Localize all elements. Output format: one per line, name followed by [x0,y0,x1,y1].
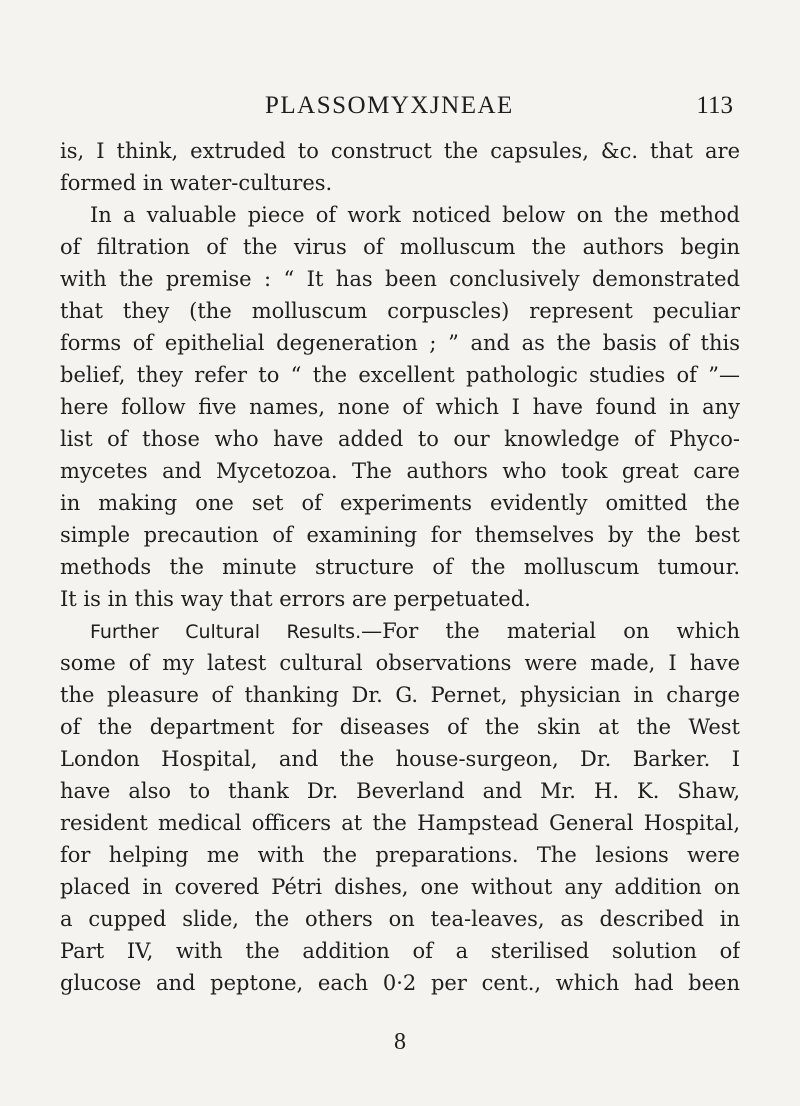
text-line-20: London Hospital, and the house-surgeon, Dr. Barker. I [60,747,740,771]
text-line-23: for helping me with the preparations. The lesions were [60,843,740,867]
text-line-26: Part IV, with the addition of a sterilised solution of [60,939,740,963]
text-line-14: methods the minute structure of the molluscum tumour. [60,555,740,579]
text-line-8: belief, they refer to “ the excellent pathologic studies of ”— [60,363,740,387]
text-line-16 [60,615,740,647]
text-line-27: glucose and peptone, each 0·2 per cent., which had been [60,971,740,995]
text-line-10: list of those who have added to our knowledge of Phyco- [60,427,740,451]
body-text [60,135,740,999]
text-line-17: some of my latest cultural observations were made, I have [60,651,740,675]
section-heading: Further Cultural Results. [90,621,362,643]
text-line-12: in making one set of experiments evidently omitted the [60,491,740,515]
page-number: 113 [696,92,733,119]
signature-mark: 8 [394,1029,406,1055]
page-header [60,92,740,126]
text-line-19: of the department for diseases of the skin at the West [60,715,740,739]
text-line-3: In a valuable piece of work noticed below on the method [90,203,740,227]
text-line-11: mycetes and Mycetozoa. The authors who took great care [60,459,740,483]
text-line-4: of filtration of the virus of molluscum the authors begin [60,235,740,259]
running-head: PLASSOMYXJNEAE [265,92,514,119]
text-line-13: simple precaution of examining for themselves by the best [60,523,740,547]
text-line-6: that they (the molluscum corpuscles) represent peculiar [60,299,740,323]
text-line-25: a cupped slide, the others on tea-leaves, as described in [60,907,740,931]
text-line-18: the pleasure of thanking Dr. G. Pernet, physician in charge [60,683,740,707]
text-line-7: forms of epithelial degeneration ; ” and as the basis of this [60,331,740,355]
text-line-1: is, I think, extruded to construct the capsules, &c. that are [60,139,740,163]
text-line-9: here follow five names, none of which I have found in any [60,395,740,419]
text-line-5: with the premise : “ It has been conclusively demonstrated [60,267,740,291]
text-line-22: resident medical officers at the Hampstead General Hospital, [60,811,740,835]
text-line-24: placed in covered Pétri dishes, one without any addition on [60,875,740,899]
text-line-21: have also to thank Dr. Beverland and Mr. H. K. Shaw, [60,779,740,803]
text-line-15: It is in this way that errors are perpetuated. [60,587,531,611]
text-line-2: formed in water-cultures. [60,171,333,195]
text-line-16-text: —For the material on which [361,619,740,643]
